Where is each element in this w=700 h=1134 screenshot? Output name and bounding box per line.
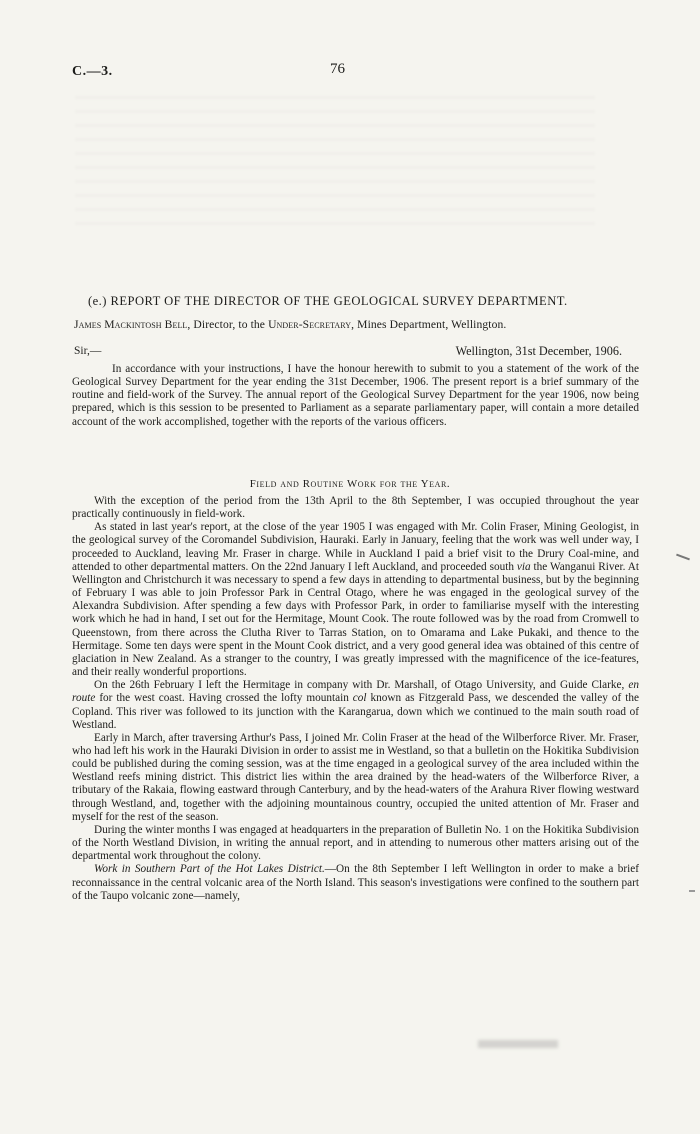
italic-text: en route: [72, 679, 639, 705]
paragraph-text: During the winter months I was engaged at headquarters in the preparation of Bulletin No. 1 on the Hokitika Subdivision of the North Westland Division, in writing the annual report, and in attending to numerous other matters arising out of the departmental work throughout the colony.: [72, 823, 639, 863]
paragraph-text: —On the 8th September I left Wellington in order to make a brief reconnaissance in the central volcanic area of the North Island. This season's investigations were confined to the southern part of the Taupo volcanic zone—namely,: [72, 863, 640, 902]
paragraph: [72, 679, 639, 732]
faint-ink-mark: [478, 1040, 558, 1048]
paragraph: [72, 863, 639, 902]
subheading: Field and Routine Work for the Year.: [249, 478, 451, 490]
faint-bleedthrough: [75, 96, 595, 226]
date-line: Wellington, 31st December, 1906.: [455, 344, 622, 358]
paragraph-text: Early in March, after traversing Arthur's Pass, I joined Mr. Colin Fraser at the head of the Wilberforce River. Mr. Fraser, who had left his work in the Hauraki Division in order to assist me in Westland, so that a bulletin on the Hokitika Subdivision could be published during the coming session, was at the time engaged in a geological survey of the area included within the Westland reefs mining district. This district lies within the area drained by the head-waters of the Wilberforce River, a tributary of the Rakaia, flowing eastward through Canterbury, and by the head-waters of the Arahura River flowing westward through Westland, and, together with the adjoining mountainous country, occupied the united attention of Mr. Fraser and myself for the rest of the season.: [72, 731, 639, 823]
paragraph-text: On the 26th February I left the Hermitage in company with Dr. Marshall, of Otago University, and Guide Clarke,: [94, 679, 629, 692]
paragraph-text: for the west coast. Having crossed the lofty mountain: [95, 692, 353, 705]
document-code: C.—3.: [72, 64, 113, 79]
margin-mark: [689, 890, 695, 892]
italic-heading: Work in Southern Part of the Hot Lakes District.: [94, 863, 325, 876]
paragraph-text: known as Fitzgerald Pass, we descended the valley of the Copland. This river was followed to its junction with the Karangarua, down which we continued to the main south road of Westland.: [72, 692, 639, 731]
paragraph-text: With the exception of the period from the 13th April to the 8th September, I was occupied throughout the year practically continuously in field-work.: [72, 495, 639, 521]
paragraph: [72, 824, 639, 863]
paragraph: [72, 495, 639, 521]
body-text: [72, 495, 639, 903]
paragraph-text: As stated in last year's report, at the close of the year 1905 I was engaged with Mr. Colin Fraser, Mining Geologist, in the geological survey of the Coromandel Subdivision, Hauraki. Early in January, feeling that the work was well under way, I proceeded to Auckland, leaving Mr. Fraser in charge. While in Auckland I paid a brief visit to the Drury Coal-mine, and attended to other departmental matters. On the 22nd January I left Auckland, and proceeded south: [72, 521, 639, 573]
paragraph: [72, 521, 639, 679]
margin-mark: [676, 554, 690, 561]
paragraph-text: the Wanganui River. At Wellington and Christchurch it was necessary to spend a few days in attending to departmental business, but by the beginning of February I was able to join Professor Park in Central Otago, where he was engaged in the geological survey of the Alexandra Subdivision. After spending a few days with Professor Park, in order to familiarise myself with the interesting work which he had in hand, I set out for the Hermitage, Mount Cook. The route followed was by the road from Cromwell to Queenstown, from there across the Clutha River to Tarras Station, on to Omarama and Lake Pukaki, and thence to the Hermitage. Some ten days were spent in the Mount Cook district, and a very good general idea was obtained of this centre of glaciation in New Zealand. As a stranger to the country, I was greatly impressed with the magnificence of the ice-features, and their really wonderful proportions.: [72, 560, 640, 679]
paragraph: [72, 732, 639, 824]
section-title: (e.) REPORT OF THE DIRECTOR OF THE GEOLOGICAL SURVEY DEPARTMENT.: [88, 294, 568, 308]
intro-block: [72, 363, 639, 429]
recipient-name: Under-Secretary: [268, 318, 352, 331]
sender-name: James Mackintosh Bell: [74, 318, 188, 331]
italic-text: col: [352, 692, 367, 705]
italic-text: via: [516, 560, 531, 573]
salutation: Sir,—: [74, 345, 102, 357]
address-line: [74, 318, 506, 331]
recipient-rest: , Mines Department, Wellington.: [351, 318, 507, 331]
intro-paragraph: In accordance with your instructions, I have the honour herewith to submit to you a statement of the work of the Geological Survey Department for the year ending the 31st December, 1906. The present report is a brief summary of the routine and field-work of the Survey. The annual report of the Geological Survey Department for the year 1906, now being prepared, which is this session to be presented to Parliament as a separate parliamentary paper, will contain a more detailed account of the work accomplished, together with the reports of the various officers.: [72, 363, 639, 428]
page-number: 76: [330, 61, 345, 77]
sender-role: , Director, to the: [187, 318, 269, 331]
